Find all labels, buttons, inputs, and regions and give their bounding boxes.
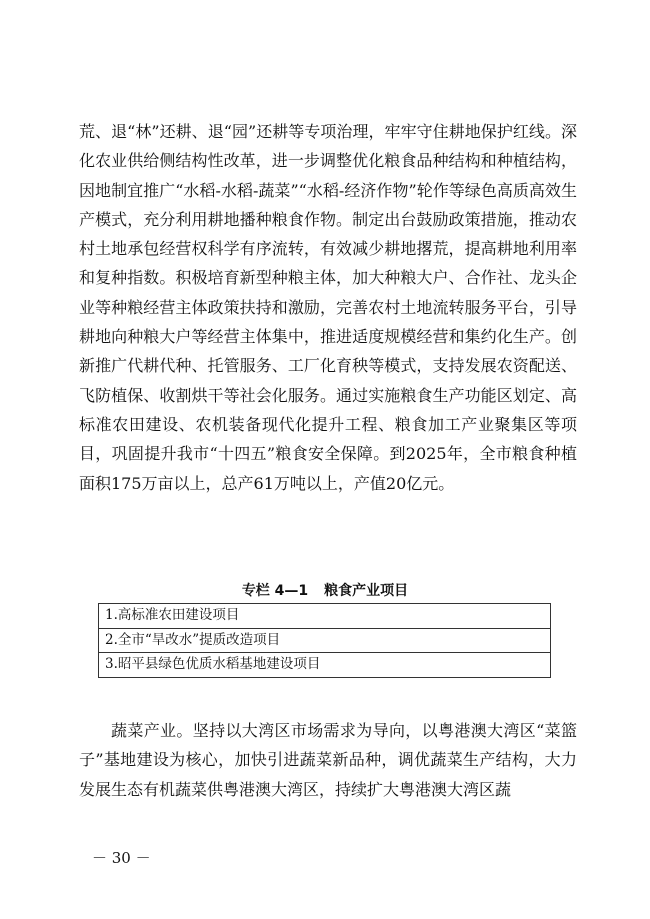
body-paragraph-grain: 荒、退“林”还耕、退“园”还耕等专项治理，牢牢守住耕地保护红线。深化农业供给侧结构性改革，进一步调整优化粮食品种结构和种植结构，因地制宜推广“水稻-水稻-蔬菜”“水稻-经济作物”轮作等绿色高质高效生产模式，充分利用耕地播种粮食作物。制定出台鼓励政策措施，推动农村土地承包经营权科学有序流转，有效减少耕地撂荒，提高耕地利用率和复种指数。积极培育新型种粮主体，加大种粮大户、合作社、龙头企业等种粮经营主体政策扶持和激励，完善农村土地流转服务平台，引导耕地向种粮大户等经营主体集中，推进适度规模经营和集约化生产。创新推广代耕代种、托管服务、工厂化育秧等模式，支持发展农资配送、飞防植保、收割烘干等社会化服务。通过实施粮食生产功能区划定、高标准农田建设、农机装备现代化提升工程、粮食加工产业聚集区等项目，巩固提升我市“十四五”粮食安全保障。到2025年，全市粮食种植面积175万亩以上，总产61万吨以上，产值20亿元。 <box>79 122 577 493</box>
column-box-title <box>0 582 650 600</box>
project-item: 1.高标准农田建设项目 <box>99 604 550 629</box>
column-box-heading: 粮食产业项目 <box>324 583 409 599</box>
column-box-label: 专栏 4—1 <box>241 583 309 599</box>
project-item: 2.全市“旱改水”提质改造项目 <box>99 629 550 654</box>
project-column-box <box>98 603 551 678</box>
project-item: 3.昭平县绿色优质水稻基地建设项目 <box>105 656 321 672</box>
body-paragraph-vegetables: 蔬菜产业。坚持以大湾区市场需求为导向，以粤港澳大湾区“菜篮子”基地建设为核心，加快引进蔬菜新品种，调优蔬菜生产结构，大力发展生态有机蔬菜供粤港澳大湾区，持续扩大粤港澳大湾区蔬 <box>79 721 577 799</box>
page-number: － 30 － <box>92 849 151 867</box>
